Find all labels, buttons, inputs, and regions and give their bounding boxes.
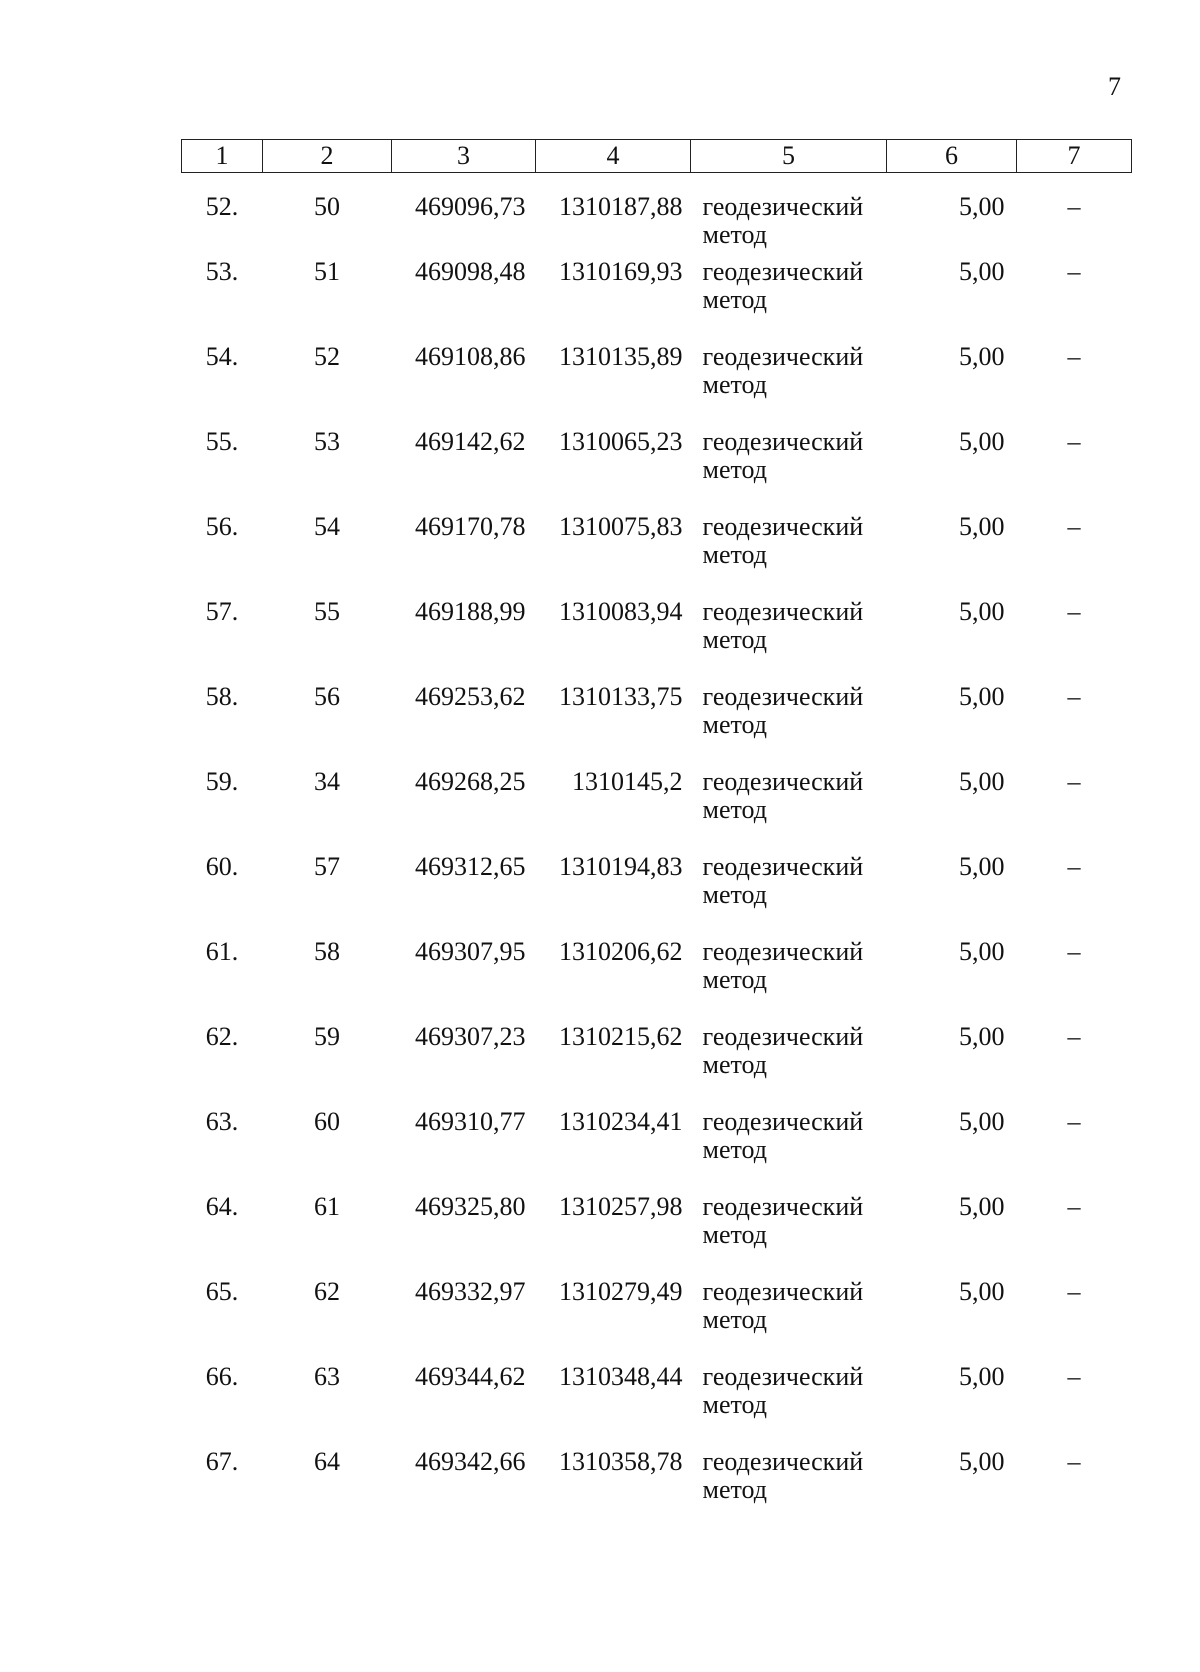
point-number-cell: 63 (314, 1362, 340, 1391)
x-coordinate-cell: 469307,23 (415, 1022, 526, 1051)
x-coordinate-cell: 469344,62 (415, 1362, 526, 1391)
x-coordinate-cell: 469108,86 (415, 342, 526, 371)
x-coordinate-cell: 469188,99 (415, 597, 526, 626)
column-header-5: 5 (691, 140, 887, 173)
accuracy-cell: 5,00 (959, 597, 1005, 626)
table-row (182, 1363, 1132, 1448)
accuracy-cell: 5,00 (959, 427, 1005, 456)
x-coordinate-cell: 469307,95 (415, 937, 526, 966)
column-header-1: 1 (182, 140, 263, 173)
y-coordinate-cell: 1310348,44 (559, 1362, 683, 1391)
row-number-cell: 66. (205, 1362, 239, 1391)
x-coordinate-cell: 469268,25 (415, 767, 526, 796)
note-cell: – (1067, 937, 1081, 966)
header-row (182, 140, 1132, 173)
point-number-cell: 58 (314, 937, 340, 966)
column-header-2: 2 (263, 140, 392, 173)
method-cell: геодезический метод (702, 1022, 864, 1079)
accuracy-cell: 5,00 (959, 342, 1005, 371)
method-cell: геодезический метод (702, 257, 864, 314)
point-number-cell: 55 (314, 597, 340, 626)
row-number-cell: 61. (205, 937, 239, 966)
table-row (182, 343, 1132, 428)
table-row (182, 428, 1132, 513)
y-coordinate-cell: 1310187,88 (559, 192, 683, 221)
y-coordinate-cell: 1310279,49 (559, 1277, 683, 1306)
note-cell: – (1067, 597, 1081, 626)
y-coordinate-cell: 1310257,98 (559, 1192, 683, 1221)
column-header-3: 3 (392, 140, 536, 173)
note-cell: – (1067, 1192, 1081, 1221)
accuracy-cell: 5,00 (959, 1192, 1005, 1221)
table-row (182, 258, 1132, 343)
y-coordinate-cell: 1310145,2 (572, 767, 683, 796)
x-coordinate-cell: 469310,77 (415, 1107, 526, 1136)
column-header-6: 6 (887, 140, 1017, 173)
row-number-cell: 67. (205, 1447, 239, 1476)
x-coordinate-cell: 469312,65 (415, 852, 526, 881)
row-number-cell: 60. (205, 852, 239, 881)
row-number-cell: 58. (205, 682, 239, 711)
table-row (182, 1278, 1132, 1363)
point-number-cell: 64 (314, 1447, 340, 1476)
method-cell: геодезический метод (702, 937, 864, 994)
accuracy-cell: 5,00 (959, 1022, 1005, 1051)
note-cell: – (1067, 257, 1081, 286)
x-coordinate-cell: 469325,80 (415, 1192, 526, 1221)
x-coordinate-cell: 469170,78 (415, 512, 526, 541)
row-number-cell: 53. (205, 257, 239, 286)
row-number-cell: 63. (205, 1107, 239, 1136)
accuracy-cell: 5,00 (959, 1362, 1005, 1391)
point-number-cell: 53 (314, 427, 340, 456)
column-header-7: 7 (1017, 140, 1132, 173)
method-cell: геодезический метод (702, 1107, 864, 1164)
row-number-cell: 59. (205, 767, 239, 796)
method-cell: геодезический метод (702, 1192, 864, 1249)
note-cell: – (1067, 852, 1081, 881)
x-coordinate-cell: 469342,66 (415, 1447, 526, 1476)
point-number-cell: 60 (314, 1107, 340, 1136)
y-coordinate-cell: 1310206,62 (559, 937, 683, 966)
y-coordinate-cell: 1310075,83 (559, 512, 683, 541)
table-header (182, 140, 1132, 173)
point-number-cell: 56 (314, 682, 340, 711)
accuracy-cell: 5,00 (959, 1277, 1005, 1306)
table-row (182, 938, 1132, 1023)
table-row (182, 853, 1132, 938)
row-number-cell: 57. (205, 597, 239, 626)
note-cell: – (1067, 767, 1081, 796)
row-number-cell: 54. (205, 342, 239, 371)
row-number-cell: 62. (205, 1022, 239, 1051)
note-cell: – (1067, 1022, 1081, 1051)
table-row (182, 513, 1132, 598)
method-cell: геодезический метод (702, 1447, 864, 1504)
method-cell: геодезический метод (702, 1362, 864, 1419)
table-row (182, 1193, 1132, 1278)
note-cell: – (1067, 512, 1081, 541)
accuracy-cell: 5,00 (959, 257, 1005, 286)
y-coordinate-cell: 1310234,41 (559, 1107, 683, 1136)
accuracy-cell: 5,00 (959, 852, 1005, 881)
table-row (182, 1023, 1132, 1108)
accuracy-cell: 5,00 (959, 512, 1005, 541)
table-body (182, 173, 1132, 1534)
accuracy-cell: 5,00 (959, 1107, 1005, 1136)
table-row (182, 1448, 1132, 1533)
y-coordinate-cell: 1310169,93 (559, 257, 683, 286)
y-coordinate-cell: 1310133,75 (559, 682, 683, 711)
point-number-cell: 52 (314, 342, 340, 371)
note-cell: – (1067, 342, 1081, 371)
point-number-cell: 57 (314, 852, 340, 881)
accuracy-cell: 5,00 (959, 937, 1005, 966)
table-row (182, 683, 1132, 768)
column-header-4: 4 (536, 140, 691, 173)
method-cell: геодезический метод (702, 427, 864, 484)
table-row (182, 173, 1132, 259)
point-number-cell: 59 (314, 1022, 340, 1051)
note-cell: – (1067, 1107, 1081, 1136)
note-cell: – (1067, 1362, 1081, 1391)
note-cell: – (1067, 427, 1081, 456)
accuracy-cell: 5,00 (959, 682, 1005, 711)
method-cell: геодезический метод (702, 597, 864, 654)
x-coordinate-cell: 469098,48 (415, 257, 526, 286)
method-cell: геодезический метод (702, 192, 864, 249)
method-cell: геодезический метод (702, 512, 864, 569)
coordinates-table (181, 139, 1132, 1533)
point-number-cell: 54 (314, 512, 340, 541)
x-coordinate-cell: 469142,62 (415, 427, 526, 456)
point-number-cell: 62 (314, 1277, 340, 1306)
x-coordinate-cell: 469096,73 (415, 192, 526, 221)
method-cell: геодезический метод (702, 852, 864, 909)
note-cell: – (1067, 1277, 1081, 1306)
method-cell: геодезический метод (702, 342, 864, 399)
y-coordinate-cell: 1310215,62 (559, 1022, 683, 1051)
x-coordinate-cell: 469253,62 (415, 682, 526, 711)
y-coordinate-cell: 1310083,94 (559, 597, 683, 626)
method-cell: геодезический метод (702, 767, 864, 824)
point-number-cell: 34 (314, 767, 340, 796)
table-row (182, 768, 1132, 853)
note-cell: – (1067, 1447, 1081, 1476)
method-cell: геодезический метод (702, 1277, 864, 1334)
y-coordinate-cell: 1310358,78 (559, 1447, 683, 1476)
row-number-cell: 55. (205, 427, 239, 456)
x-coordinate-cell: 469332,97 (415, 1277, 526, 1306)
note-cell: – (1067, 192, 1081, 221)
y-coordinate-cell: 1310194,83 (559, 852, 683, 881)
accuracy-cell: 5,00 (959, 192, 1005, 221)
row-number-cell: 64. (205, 1192, 239, 1221)
y-coordinate-cell: 1310065,23 (559, 427, 683, 456)
note-cell: – (1067, 682, 1081, 711)
row-number-cell: 56. (205, 512, 239, 541)
table-row (182, 1108, 1132, 1193)
method-cell: геодезический метод (702, 682, 864, 739)
accuracy-cell: 5,00 (959, 1447, 1005, 1476)
y-coordinate-cell: 1310135,89 (559, 342, 683, 371)
row-number-cell: 52. (205, 192, 239, 221)
accuracy-cell: 5,00 (959, 767, 1005, 796)
row-number-cell: 65. (205, 1277, 239, 1306)
point-number-cell: 51 (314, 257, 340, 286)
page-number: 7 (1108, 72, 1121, 101)
point-number-cell: 61 (314, 1192, 340, 1221)
table-row (182, 598, 1132, 683)
point-number-cell: 50 (314, 192, 340, 221)
